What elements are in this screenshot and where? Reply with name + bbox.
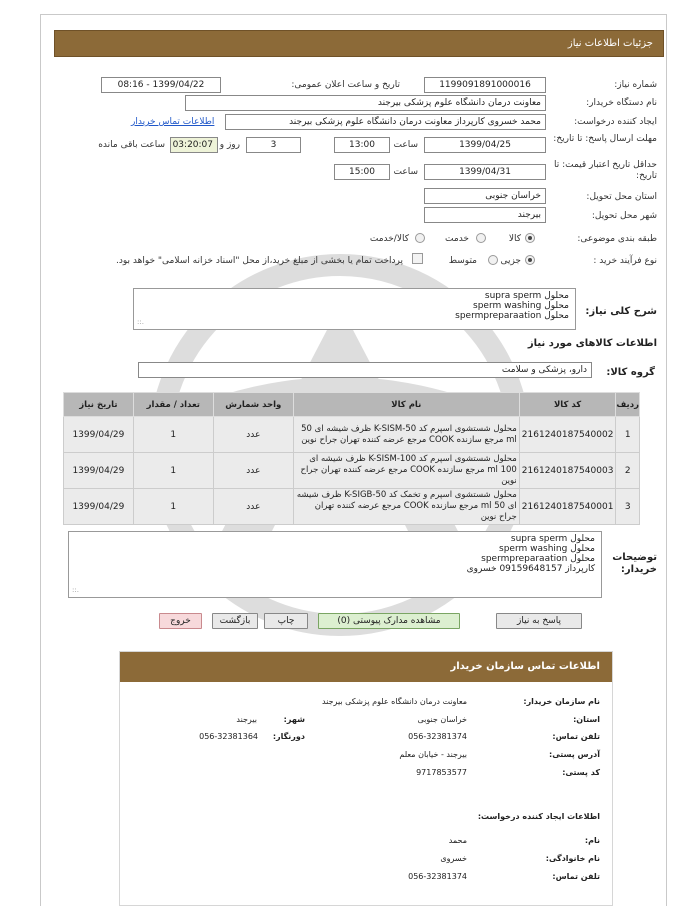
row-qty: 1	[133, 489, 213, 525]
treasury-checkbox[interactable]	[412, 253, 423, 264]
payment-note: پرداخت تمام یا بخشی از مبلغ خرید،از محل "اسناد خزانه اسلامی" خواهد بود.	[115, 256, 403, 266]
row-name: محلول شستشوی اسپرم کد K-SISM-50 ظرف شیشه ای 50 ml مرجع سازنده COOK مرجع عرضه کننده تهران جراح نوین	[293, 417, 519, 453]
category-option-both: کالا/خدمت	[369, 234, 409, 244]
validity-time-field[interactable]: 15:00	[334, 164, 390, 180]
buyer-contact-link[interactable]: اطلاعات تماس خریدار	[131, 117, 215, 127]
page-header: جزئیات اطلاعات نیاز	[54, 30, 664, 57]
category-radio-service[interactable]	[476, 233, 486, 243]
buyer-org-label: نام دستگاه خریدار:	[586, 98, 657, 108]
need-number-label: شماره نیاز:	[614, 80, 657, 90]
col-name: نام کالا	[293, 393, 519, 417]
contact-phone-value: 056-32381374	[408, 732, 467, 741]
summary-label: شرح کلی نیاز:	[585, 306, 657, 317]
creator-phone-label: تلفن تماس:	[552, 872, 600, 881]
contact-city-value: بیرجند	[236, 715, 257, 724]
col-date: تاریخ نیاز	[64, 393, 134, 417]
resize-grip-icon: .::	[72, 586, 79, 594]
city-label: شهر محل تحویل:	[591, 211, 657, 221]
buyer-notes-label: توضیحات خریدار:	[612, 552, 657, 575]
process-option-minor: جزیی	[500, 256, 521, 266]
city-field[interactable]: بیرجند	[424, 207, 546, 223]
attachments-button[interactable]: مشاهده مدارک پیوستی (0)	[318, 613, 460, 629]
remaining-time-field: 03:20:07	[170, 137, 218, 153]
validity-date-field[interactable]: 1399/04/31	[424, 164, 546, 180]
contact-fax-label: دورنگار:	[272, 732, 305, 741]
process-radio-minor[interactable]	[525, 255, 535, 265]
creator-family-value: خسروی	[440, 854, 467, 863]
row-date: 1399/04/29	[64, 489, 134, 525]
contact-org-value: معاونت درمان دانشگاه علوم پزشکی بیرجند	[321, 697, 467, 706]
buyer-org-field[interactable]: معاونت درمان دانشگاه علوم پزشکی بیرجند	[185, 95, 546, 111]
contact-postal-value: 9717853577	[416, 768, 467, 777]
contact-panel-title: اطلاعات تماس سازمان خریدار	[120, 652, 612, 682]
print-button[interactable]: چاپ	[264, 613, 308, 629]
row-code: 2161240187540001	[519, 489, 616, 525]
summary-textarea[interactable]	[133, 288, 576, 330]
contact-province-label: استان:	[573, 715, 600, 724]
row-unit: عدد	[213, 453, 293, 489]
contact-postal-label: کد پستی:	[562, 768, 600, 777]
row-date: 1399/04/29	[64, 417, 134, 453]
deadline-label: مهلت ارسال پاسخ: تا تاریخ:	[553, 134, 657, 144]
col-unit: واحد شمارش	[213, 393, 293, 417]
category-label: طبقه بندی موضوعی:	[577, 234, 657, 244]
category-radio-both[interactable]	[415, 233, 425, 243]
row-date: 1399/04/29	[64, 453, 134, 489]
need-number-field[interactable]: 1199091891000016	[424, 77, 546, 93]
process-option-medium: متوسط	[448, 256, 477, 266]
row-name: محلول شستشوی اسپرم کد K-SISM-100 ظرف شیشه ای 100 ml مرجع سازنده COOK مرجع عرضه کننده تهران جراح نوین	[293, 453, 519, 489]
contact-city-label: شهر:	[283, 715, 305, 724]
contact-address-label: آدرس پستی:	[549, 750, 600, 759]
resize-grip-icon: .::	[137, 318, 144, 326]
validity-time-label: ساعت	[393, 167, 418, 177]
row-qty: 1	[133, 453, 213, 489]
contact-panel	[119, 651, 613, 906]
contact-province-value: خراسان جنوبی	[417, 715, 467, 724]
row-unit: عدد	[213, 417, 293, 453]
row-qty: 1	[133, 417, 213, 453]
category-option-service: خدمت	[445, 234, 469, 244]
table-row[interactable]	[64, 417, 640, 453]
col-index: ردیف	[616, 393, 640, 417]
process-label: نوع فرآیند خرید :	[593, 256, 657, 266]
summary-text: محلول supra sperm محلول sperm washing محلول spermpreparaation	[455, 291, 569, 321]
days-label: روز و	[219, 140, 240, 150]
table-header-row	[64, 393, 640, 417]
announce-field[interactable]: 1399/04/22 - 08:16	[101, 77, 221, 93]
contact-phone-label: تلفن تماس:	[552, 732, 600, 741]
col-qty: تعداد / مقدار	[133, 393, 213, 417]
table-row[interactable]	[64, 489, 640, 525]
creator-phone-value: 056-32381374	[408, 872, 467, 881]
creator-name-value: محمد	[448, 836, 467, 845]
goods-group-label: گروه کالا:	[606, 367, 655, 378]
row-index: 1	[616, 417, 640, 453]
category-option-goods: کالا	[508, 234, 521, 244]
reply-button[interactable]: پاسخ به نیاز	[496, 613, 582, 629]
province-field[interactable]: خراسان جنوبی	[424, 188, 546, 204]
creator-info-title: اطلاعات ایجاد کننده درخواست:	[477, 812, 600, 821]
buyer-notes-textarea[interactable]	[68, 531, 602, 598]
validity-label: حداقل تاریخ اعتبار قیمت: تا تاریخ:	[554, 160, 657, 181]
creator-field[interactable]: محمد خسروی کارپرداز معاونت درمان دانشگاه علوم پزشکی بیرجند	[225, 114, 546, 130]
creator-family-label: نام خانوادگی:	[545, 854, 600, 863]
col-code: کد کالا	[519, 393, 616, 417]
buyer-notes-text: محلول supra sperm محلول sperm washing محلول spermpreparaation کارپرداز 09159648157 خسروی	[466, 534, 595, 574]
goods-group-field[interactable]: دارو، پزشکی و سلامت	[138, 362, 592, 378]
goods-section-title: اطلاعات کالاهای مورد نیاز	[527, 338, 657, 349]
province-label: استان محل تحویل:	[586, 192, 657, 202]
row-unit: عدد	[213, 489, 293, 525]
contact-address-value: بیرجند - خیابان معلم	[399, 750, 467, 759]
row-code: 2161240187540003	[519, 453, 616, 489]
creator-label: ایجاد کننده درخواست:	[574, 117, 657, 127]
row-code: 2161240187540002	[519, 417, 616, 453]
back-button[interactable]: بازگشت	[212, 613, 258, 629]
remaining-label: ساعت باقی مانده	[98, 140, 165, 150]
deadline-time-field[interactable]: 13:00	[334, 137, 390, 153]
contact-fax-value: 056-32381364	[199, 732, 258, 741]
deadline-time-label: ساعت	[393, 140, 418, 150]
creator-name-label: نام:	[584, 836, 600, 845]
items-table	[63, 392, 640, 525]
exit-button[interactable]: خروج	[159, 613, 202, 629]
process-radio-medium[interactable]	[488, 255, 498, 265]
contact-org-label: نام سازمان خریدار:	[523, 697, 600, 706]
category-radio-goods[interactable]	[525, 233, 535, 243]
announce-label: تاریخ و ساعت اعلان عمومی:	[291, 80, 400, 90]
row-index: 3	[616, 489, 640, 525]
row-name: محلول شستشوی اسپرم و تخمک کد K-SIGB-50 ظرف شیشه ای 50 ml مرجع سازنده COOK مرجع عرضه کننده تهران جراح نوین	[293, 489, 519, 525]
row-index: 2	[616, 453, 640, 489]
table-row[interactable]	[64, 453, 640, 489]
days-field[interactable]: 3	[246, 137, 301, 153]
deadline-date-field[interactable]: 1399/04/25	[424, 137, 546, 153]
